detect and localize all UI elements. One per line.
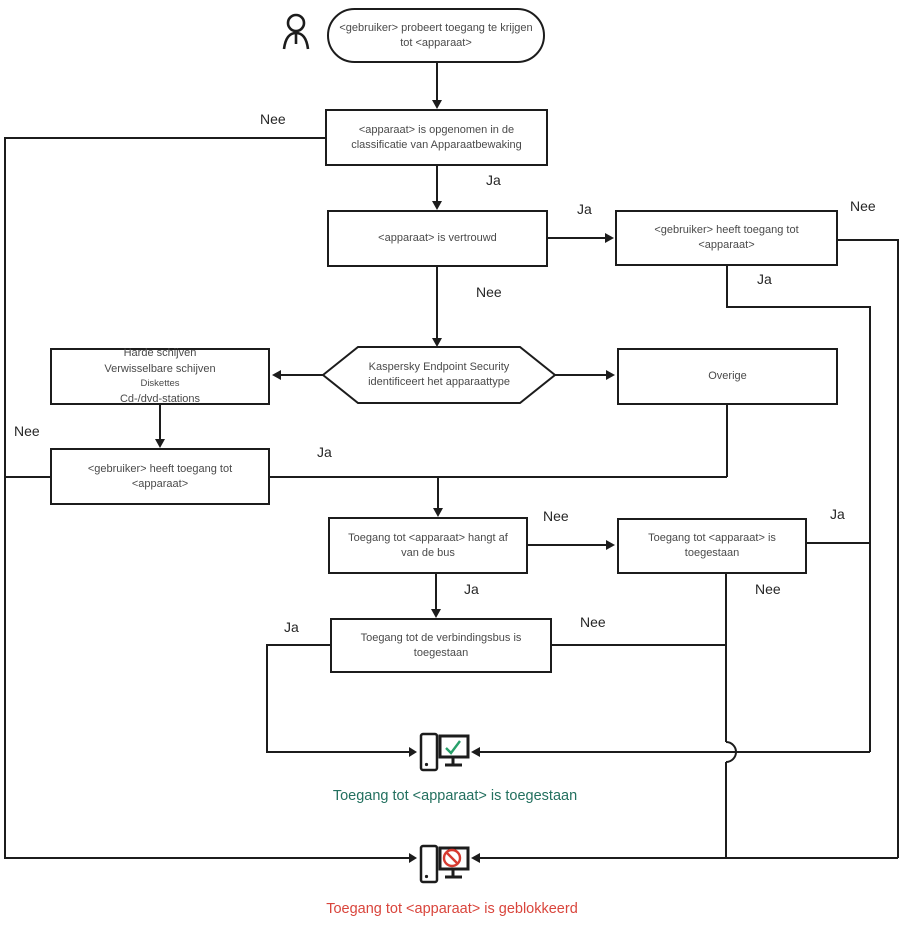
node-trusted-label: <apparaat> is vertrouwd — [378, 232, 497, 245]
node-other — [617, 348, 838, 405]
edge-label-user-top-yes: Ja — [757, 271, 772, 287]
edge-label-user-left-no: Nee — [14, 423, 40, 439]
node-user-access-left — [50, 448, 270, 505]
computer-prohibited-icon — [421, 846, 468, 882]
edge-label-bus-allowed-yes: Ja — [284, 619, 299, 635]
arrow-right-device-allowed — [606, 540, 615, 550]
device-type-item: Diskettes — [140, 378, 180, 390]
prohibition-icon — [444, 850, 460, 866]
node-bus-allowed-label: Toegang tot de verbindingsbus is toegestaan — [360, 631, 522, 659]
node-identify-label: Kaspersky Endpoint Security identificeert het apparaattype — [368, 361, 510, 388]
node-start — [327, 8, 545, 63]
node-trusted — [327, 210, 548, 267]
node-bus-dependent-label: Toegang tot <apparaat> hangt af van de bus — [348, 531, 508, 559]
arrow-right-other — [606, 370, 615, 380]
edge-label-classification-no: Nee — [260, 111, 286, 127]
status-blocked-text: Toegang tot <apparaat> is geblokkeerd — [326, 901, 578, 917]
device-type-item: Cd-/dvd-stations — [119, 392, 201, 405]
edge-label-bus-dependent-yes: Ja — [464, 581, 479, 597]
node-other-label: Overige — [708, 370, 747, 383]
edge-label-bus-allowed-no: Nee — [580, 614, 606, 630]
arrow-into-blocked-right — [471, 853, 480, 863]
arrow-into-allowed-left — [409, 747, 417, 757]
node-user-access-left-label: <gebruiker> heeft toegang tot <apparaat> — [87, 462, 233, 490]
node-user-access-top-label: <gebruiker> heeft toegang tot <apparaat> — [654, 224, 799, 251]
arrow-right-user-top — [605, 233, 614, 243]
arrow-down-bus-allowed — [431, 609, 441, 618]
arrow-down-identify — [432, 338, 442, 347]
node-device-types — [50, 348, 270, 405]
edge-user-top-yes — [727, 266, 870, 752]
edge-label-bus-dependent-no: Nee — [543, 508, 569, 524]
edge-label-trusted-yes: Ja — [577, 201, 592, 217]
device-type-item: Harde schijven — [123, 347, 197, 360]
computer-check-icon — [421, 734, 468, 770]
node-user-access-top — [615, 210, 838, 266]
edge-user-top-no — [838, 240, 898, 858]
arrow-down-classification — [432, 100, 442, 109]
arrow-left-devicetypes — [272, 370, 281, 380]
node-bus-allowed — [330, 618, 552, 673]
edge-label-classification-yes: Ja — [486, 172, 501, 188]
arrow-down-trusted — [432, 201, 442, 210]
edge-label-user-left-yes: Ja — [317, 444, 332, 460]
edge-merge-bus — [270, 405, 727, 508]
device-type-item: Verwisselbare schijven — [104, 363, 216, 376]
edge-label-device-allowed-no: Nee — [755, 581, 781, 597]
edge-label-user-top-no: Nee — [850, 198, 876, 214]
node-device-allowed-label: Toegang tot <apparaat> is toegestaan — [648, 532, 776, 559]
arrow-into-blocked-left — [409, 853, 417, 863]
edge-label-trusted-no: Nee — [476, 284, 502, 300]
arrow-down-userleft — [155, 439, 165, 448]
arrow-into-allowed-right — [471, 747, 480, 757]
node-start-label: <gebruiker> probeert toegang te krijgen tot <apparaat> — [339, 21, 533, 49]
node-identify — [340, 347, 538, 403]
node-classification-label: <apparaat> is opgenomen in de classificatie van Apparaatbewaking — [351, 123, 522, 151]
arrow-down-bus — [433, 508, 443, 517]
node-classification — [325, 109, 548, 166]
edge-label-device-allowed-yes: Ja — [830, 506, 845, 522]
node-bus-dependent — [328, 517, 528, 574]
person-icon — [284, 15, 308, 49]
node-device-allowed — [617, 518, 807, 574]
status-allowed-text: Toegang tot <apparaat> is toegestaan — [332, 788, 578, 804]
